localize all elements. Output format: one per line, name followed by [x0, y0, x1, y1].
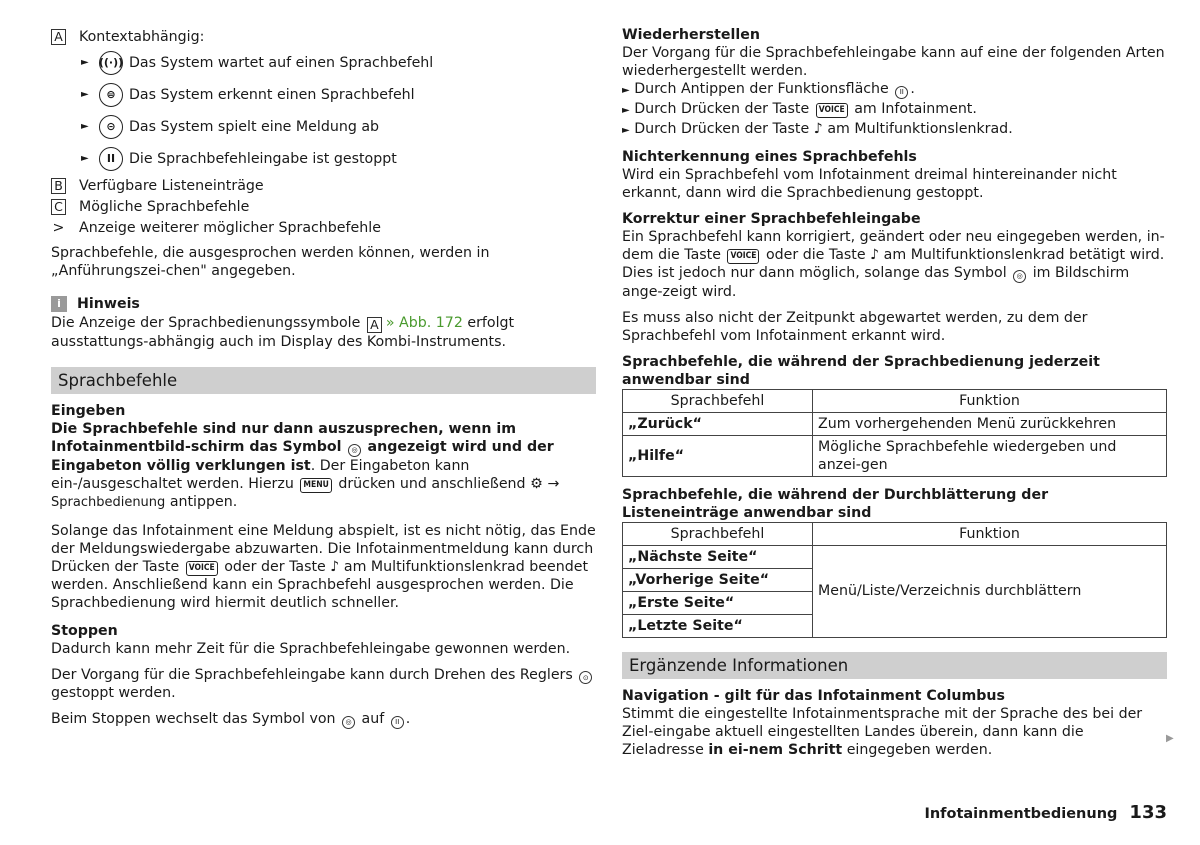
- pause-icon: II: [895, 86, 908, 99]
- table-header-row: [623, 389, 1167, 412]
- car-play-icon: ⊝: [99, 115, 123, 139]
- table-list-commands: [622, 522, 1167, 638]
- eingeben-text-3: antippen.: [169, 493, 238, 510]
- steering-voice-icon: ♪: [870, 247, 880, 263]
- beim-text: [51, 710, 596, 729]
- page-number: 133: [1129, 802, 1167, 823]
- nav-heading: Navigation - gilt für das Infotainment Columbus: [622, 687, 1005, 704]
- sub-item-play: [51, 111, 596, 143]
- bullet-icon: ►: [81, 89, 89, 100]
- vorgang-text: [51, 666, 596, 703]
- mic-icon: ◎: [342, 716, 355, 729]
- info-icon: i: [51, 296, 67, 312]
- beim-2: auf: [361, 711, 385, 727]
- sub-item-text: Das System erkennt einen Sprachbefehl: [129, 87, 415, 103]
- sub-item-text: Das System wartet auf einen Sprachbefehl: [129, 55, 434, 71]
- settings-icon: ⚙: [530, 475, 543, 492]
- legend-c-text: Mögliche Sprachbefehle: [79, 198, 250, 215]
- solange-text: [51, 522, 596, 612]
- korr-heading: Korrektur einer Sprachbefehleingabe: [622, 211, 921, 227]
- legend-b: [51, 175, 596, 196]
- eingeben-bold-2: angezeigt wird und der Eingabeton völlig verklungen ist: [51, 439, 554, 474]
- table-row: [623, 545, 1167, 568]
- voice-button-icon: VOICE: [816, 103, 848, 118]
- table-row: [623, 412, 1167, 435]
- table-row: [623, 435, 1167, 476]
- cell-command: „Nächste Seite“: [623, 545, 813, 568]
- wieder-b1-1: Durch Antippen der Funktionsfläche: [634, 81, 889, 97]
- table-header-row: [623, 522, 1167, 545]
- note-text-1: Die Anzeige der Sprachbedienungssymbole: [51, 315, 361, 331]
- bullet-icon: ►: [622, 105, 630, 116]
- section-sprachbefehle: Sprachbefehle: [51, 367, 596, 394]
- legend-a: [51, 26, 596, 47]
- vorgang-1: Der Vorgang für die Sprachbefehleingabe kann durch Drehen des Reglers: [51, 666, 573, 683]
- solange-3: am Multifunktionslenkrad beendet werden. Anschließend kann ein Sprachbefehl ausgesprochen werden. Die Sprachbedienung wird hiermit deutlich schneller.: [51, 558, 589, 611]
- para-quotes: Sprachbefehle, die ausgesprochen werden können, werden in „Anführungszei-chen" angegeben.: [51, 245, 490, 279]
- solange-1: Solange das Infotainment eine Meldung abspielt, ist es nicht nötig, das Ende der Meldungswiedergabe abzuwarten. Die Infotainmentmeldung kann durch Drücken der Taste: [51, 522, 596, 575]
- nav-1: Stimmt die eingestellte Infotainmentsprache mit der Sprache des bei der Ziel-eingabe aktuell eingestellten Landes überein, dann kann die Zieladresse: [622, 705, 1143, 758]
- table1-heading: Sprachbefehle, die während der Sprachbedienung jederzeit anwendbar sind: [622, 353, 1100, 388]
- voice-button-icon: VOICE: [727, 249, 759, 264]
- nav-bold: in ei-nem Schritt: [708, 741, 843, 758]
- wieder-text: Der Vorgang für die Sprachbefehleingabe kann auf eine der folgenden Arten wiederhergestellt werden.: [622, 45, 1165, 79]
- right-column: [622, 26, 1167, 759]
- key-c: C: [51, 199, 66, 215]
- mic-icon: ◎: [348, 444, 361, 457]
- stoppen-heading: Stoppen: [51, 622, 118, 639]
- korr-4: im Bildschirm ange-zeigt wird.: [622, 265, 1130, 300]
- left-column: [51, 26, 596, 729]
- eingeben-heading: Eingeben: [51, 403, 126, 419]
- section-ergaenzende: Ergänzende Informationen: [622, 652, 1167, 679]
- wieder-bullet-2: [622, 100, 1167, 120]
- bullet-icon: ►: [81, 121, 89, 132]
- sub-item-recognize: [51, 79, 596, 111]
- cell-command: „Hilfe“: [623, 435, 813, 476]
- korr-1: Ein Sprachbefehl kann korrigiert, geändert oder neu eingegeben werden, in-dem die Taste: [622, 229, 1165, 263]
- sub-item-listening: [51, 47, 596, 79]
- korr-text: [622, 228, 1167, 301]
- car-recognize-icon: ⊜: [99, 83, 123, 107]
- wieder-b3-2: am Multifunktionslenkrad.: [827, 121, 1013, 137]
- eingeben-text-2: drücken und anschließend: [338, 475, 526, 492]
- page-footer: [924, 804, 1167, 823]
- knob-icon: ⊙: [579, 671, 592, 684]
- steering-voice-icon: ♪: [330, 558, 340, 575]
- pause-icon: II: [99, 147, 123, 171]
- wieder-heading: Wiederherstellen: [622, 27, 760, 43]
- bullet-icon: ►: [81, 153, 89, 164]
- note-heading: [51, 294, 596, 314]
- col-header-function: Funktion: [813, 522, 1167, 545]
- legend-c: [51, 196, 596, 217]
- cell-command: „Vorherige Seite“: [623, 568, 813, 591]
- figure-link[interactable]: » Abb. 172: [385, 315, 463, 331]
- wieder-b2-1: Durch Drücken der Taste: [634, 101, 810, 117]
- note-text-2: erfolgt ausstattungs-abhängig auch im Display des Kombi-Instruments.: [51, 315, 515, 350]
- table-always-commands: [622, 389, 1167, 477]
- key-a-inline: A: [367, 317, 382, 333]
- cell-command: „Erste Seite“: [623, 591, 813, 614]
- korr-2: oder die Taste: [765, 247, 866, 263]
- legend-b-text: Verfügbare Listeneinträge: [79, 177, 264, 194]
- note-title: Hinweis: [77, 296, 140, 312]
- sub-item-paused: [51, 143, 596, 175]
- continue-arrow-icon: ▶: [1166, 733, 1174, 744]
- more-arrow-icon: >: [52, 219, 65, 236]
- stoppen-text: Dadurch kann mehr Zeit für die Sprachbefehleingabe gewonnen werden.: [51, 640, 571, 657]
- note-text: [51, 314, 596, 351]
- solange-2: oder der Taste: [224, 558, 326, 575]
- eingeben-bold-1: Die Sprachbefehle sind nur dann auszusprechen, wenn im Infotainmentbild-schirm das Symbol: [51, 421, 517, 455]
- eingeben-text-1: . Der Eingabeton kann ein-/ausgeschaltet werden. Hierzu: [51, 457, 470, 492]
- wieder-b1-2: .: [910, 81, 915, 97]
- wieder-bullet-3: [622, 120, 1167, 140]
- listening-icon: ((·)): [99, 51, 123, 75]
- eingeben-text: [51, 420, 596, 512]
- pause-icon: II: [391, 716, 404, 729]
- steering-voice-icon: ♪: [813, 121, 823, 137]
- menu-button-icon: MENU: [300, 478, 331, 493]
- menu-item-sprachbedienung: Sprachbedienung: [51, 494, 166, 510]
- wieder-b2-2: am Infotainment.: [854, 101, 977, 117]
- legend-more-text: Anzeige weiterer möglicher Sprachbefehle: [79, 219, 381, 236]
- bullet-icon: ►: [622, 85, 630, 96]
- wieder-bullet-1: [622, 80, 1167, 100]
- key-a: A: [51, 29, 66, 45]
- cell-command: „Zurück“: [623, 412, 813, 435]
- bullet-icon: ►: [622, 125, 630, 136]
- sub-item-text: Das System spielt eine Meldung ab: [129, 119, 380, 135]
- vorgang-2: gestoppt werden.: [51, 685, 176, 701]
- key-b: B: [51, 178, 66, 194]
- cell-function: Mögliche Sprachbefehle wiedergeben und anzei-gen: [813, 435, 1167, 476]
- col-header-function: Funktion: [813, 389, 1167, 412]
- arrow-icon: →: [547, 475, 560, 492]
- footer-section-label: Infotainmentbedienung: [924, 806, 1118, 822]
- voice-button-icon: VOICE: [186, 561, 218, 576]
- table2-heading: Sprachbefehle, die während der Durchblätterung der Listeneinträge anwendbar sind: [622, 486, 1049, 521]
- nav-2: eingegeben werden.: [846, 741, 993, 758]
- korr-3: am Multifunktionslenkrad betätigt wird. Dies ist jedoch nur dann möglich, solange das Symbol: [622, 247, 1165, 281]
- legend-a-text: Kontextabhängig:: [79, 28, 205, 45]
- beim-3: .: [405, 711, 411, 727]
- nicht-text: Wird ein Sprachbefehl vom Infotainment dreimal hintereinander nicht erkannt, dann wird die Sprachbedienung gestoppt.: [622, 167, 1117, 201]
- muss-text: Es muss also nicht der Zeitpunkt abgewartet werden, zu dem der Sprachbefehl vom Infotainment erkannt wird.: [622, 309, 1088, 344]
- cell-function: Zum vorhergehenden Menü zurückkehren: [813, 412, 1167, 435]
- cell-command: „Letzte Seite“: [623, 614, 813, 637]
- col-header-command: Sprachbefehl: [623, 389, 813, 412]
- cell-function: Menü/Liste/Verzeichnis durchblättern: [813, 545, 1167, 637]
- beim-1: Beim Stoppen wechselt das Symbol von: [51, 711, 336, 727]
- bullet-icon: ►: [81, 57, 89, 68]
- legend-more: [51, 217, 596, 238]
- sub-item-text: Die Sprachbefehleingabe ist gestoppt: [129, 151, 397, 167]
- mic-icon: ◎: [1013, 270, 1026, 283]
- nicht-heading: Nichterkennung eines Sprachbefehls: [622, 149, 917, 165]
- nav-text: [622, 705, 1167, 759]
- wieder-b3-1: Durch Drücken der Taste: [634, 121, 810, 137]
- col-header-command: Sprachbefehl: [623, 522, 813, 545]
